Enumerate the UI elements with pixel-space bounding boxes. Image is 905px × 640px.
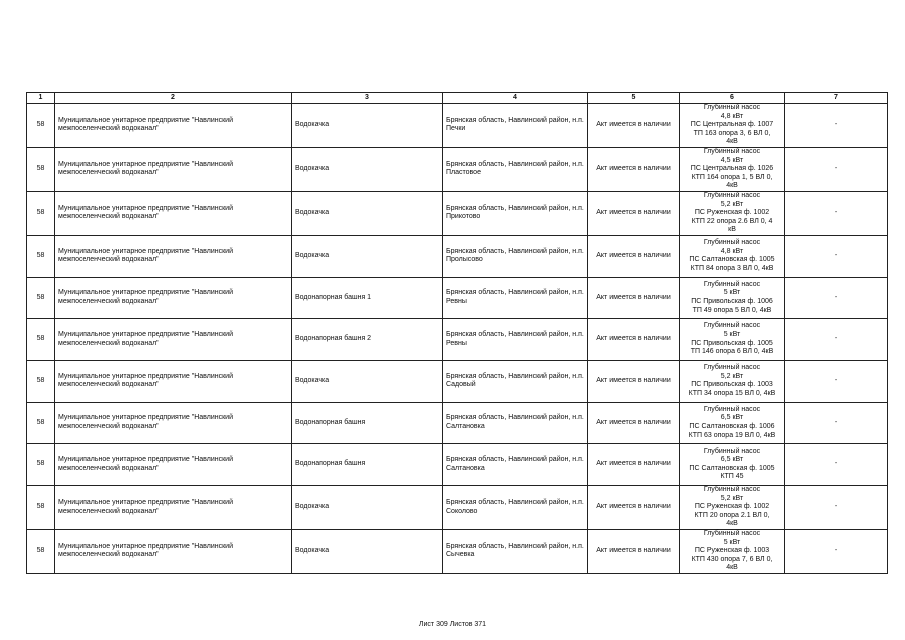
equipment-line: ПС Привольская ф. 1005 xyxy=(691,339,773,347)
row-number: 58 xyxy=(27,191,55,235)
act-status: Акт имеется в наличии xyxy=(588,486,680,530)
organization-name: Муниципальное унитарное предприятие "Навлинский межпоселенческий водоканал" xyxy=(55,235,292,277)
note: - xyxy=(785,235,888,277)
equipment-line: 4кВ xyxy=(726,182,738,190)
equipment-line: КТП 34 опора 15 ВЛ 0, 4кВ xyxy=(688,389,776,397)
row-number: 58 xyxy=(27,486,55,530)
equipment-line: ПС Салтановская ф. 1006 xyxy=(689,423,775,430)
header-col-5: 5 xyxy=(588,93,680,104)
equipment-info xyxy=(680,486,785,530)
object-address: Брянская область, Навлинский район, н.п. Соколово xyxy=(443,486,588,530)
equipment-line: 4кВ xyxy=(726,564,738,572)
act-status: Акт имеется в наличии xyxy=(588,530,680,574)
row-number: 58 xyxy=(27,104,55,148)
object-name: Водонапорная башня 2 xyxy=(292,319,443,361)
note: - xyxy=(785,191,888,235)
organization-name: Муниципальное унитарное предприятие "Навлинский межпоселенческий водоканал" xyxy=(55,444,292,486)
equipment-line: 5,2 кВт xyxy=(720,494,744,502)
equipment-line: 5,2 кВт xyxy=(720,200,744,208)
object-address: Брянская область, Навлинский район, н.п. Печки xyxy=(443,104,588,148)
header-col-6: 6 xyxy=(680,93,785,104)
row-number: 58 xyxy=(27,319,55,361)
table-row xyxy=(27,235,888,277)
equipment-line: ПС Руженская ф. 1002 xyxy=(694,503,770,511)
equipment-line: ТП 163 опора 3, 6 ВЛ 0, xyxy=(693,129,771,137)
note: - xyxy=(785,530,888,574)
equipment-info xyxy=(680,319,785,361)
organization-name: Муниципальное унитарное предприятие "Навлинский межпоселенческий водоканал" xyxy=(55,104,292,148)
object-address: Брянская область, Навлинский район, н.п. Пластовое xyxy=(443,147,588,191)
equipment-line: 5 кВт xyxy=(723,538,741,546)
equipment-info xyxy=(680,235,785,277)
equipment-line: Глубинный насос xyxy=(703,530,761,537)
row-number: 58 xyxy=(27,530,55,574)
row-number: 58 xyxy=(27,360,55,402)
object-name: Водокачка xyxy=(292,530,443,574)
table-row xyxy=(27,277,888,319)
equipment-info xyxy=(680,104,785,148)
equipment-line: 4кВ xyxy=(726,138,738,146)
object-name: Водонапорная башня 1 xyxy=(292,277,443,319)
act-status: Акт имеется в наличии xyxy=(588,191,680,235)
equipment-line: ПС Руженская ф. 1002 xyxy=(694,209,770,217)
equipment-line: 5 кВт xyxy=(723,289,741,297)
equipment-line: Глубинный насос xyxy=(703,280,761,288)
object-address: Брянская область, Навлинский район, н.п. Ревны xyxy=(443,277,588,319)
note: - xyxy=(785,402,888,444)
equipment-info xyxy=(680,191,785,235)
organization-name: Муниципальное унитарное предприятие "Навлинский межпоселенческий водоканал" xyxy=(55,147,292,191)
equipment-info xyxy=(680,444,785,486)
equipment-line: КТП 63 опора 19 ВЛ 0, 4кВ xyxy=(688,431,776,439)
equipment-line: КТП 45 xyxy=(720,473,744,481)
object-address: Брянская область, Навлинский район, н.п. Салтановка xyxy=(443,402,588,444)
equipment-line: 6,5 кВт xyxy=(720,456,744,464)
equipment-line: ПС Салтановская ф. 1005 xyxy=(689,464,775,472)
equipment-info xyxy=(680,530,785,574)
equipment-line: ПС Салтановская ф. 1005 xyxy=(689,256,775,264)
equipment-line: ТП 49 опора 5 ВЛ 0, 4кВ xyxy=(692,306,772,314)
object-name: Водокачка xyxy=(292,360,443,402)
table-row xyxy=(27,402,888,444)
header-col-1: 1 xyxy=(27,93,55,104)
table-row xyxy=(27,104,888,148)
note: - xyxy=(785,104,888,148)
equipment-line: 5,2 кВт xyxy=(720,372,744,380)
row-number: 58 xyxy=(27,277,55,319)
note: - xyxy=(785,360,888,402)
equipment-info xyxy=(680,147,785,191)
organization-name: Муниципальное унитарное предприятие "Навлинский межпоселенческий водоканал" xyxy=(55,530,292,574)
equipment-info xyxy=(680,360,785,402)
act-status: Акт имеется в наличии xyxy=(588,444,680,486)
equipment-line: Глубинный насос xyxy=(703,364,761,372)
note: - xyxy=(785,319,888,361)
organization-name: Муниципальное унитарное предприятие "Навлинский межпоселенческий водоканал" xyxy=(55,486,292,530)
note: - xyxy=(785,147,888,191)
act-status: Акт имеется в наличии xyxy=(588,402,680,444)
equipment-line: КТП 84 опора 3 ВЛ 0, 4кВ xyxy=(690,264,774,272)
equipment-line: КТП 20 опора 2.1 ВЛ 0, xyxy=(694,511,770,519)
object-name: Водокачка xyxy=(292,104,443,148)
header-row xyxy=(27,93,888,104)
act-status: Акт имеется в наличии xyxy=(588,104,680,148)
equipment-line: 4,8 кВт xyxy=(720,247,744,255)
equipment-line: ПС Привольская ф. 1006 xyxy=(691,297,773,305)
act-status: Акт имеется в наличии xyxy=(588,235,680,277)
note: - xyxy=(785,486,888,530)
equipment-line: Глубинный насос xyxy=(703,147,761,155)
page-footer: Лист 309 Листов 371 xyxy=(418,621,487,628)
equipment-info xyxy=(680,402,785,444)
equipment-line: КТП 430 опора 7, 6 ВЛ 0, xyxy=(691,555,773,563)
equipment-line: ПС Привольская ф. 1003 xyxy=(691,381,773,389)
note: - xyxy=(785,444,888,486)
object-name: Водокачка xyxy=(292,147,443,191)
table-row xyxy=(27,444,888,486)
organization-name: Муниципальное унитарное предприятие "Навлинский межпоселенческий водоканал" xyxy=(55,402,292,444)
organization-name: Муниципальное унитарное предприятие "Навлинский межпоселенческий водоканал" xyxy=(55,360,292,402)
equipment-line: 4кВ xyxy=(726,520,738,528)
equipment-line: Глубинный насос xyxy=(703,486,761,494)
object-address: Брянская область, Навлинский район, н.п. Прикотово xyxy=(443,191,588,235)
act-status: Акт имеется в наличии xyxy=(588,147,680,191)
equipment-line: ПС Руженская ф. 1003 xyxy=(694,547,770,555)
equipment-line: 4,5 кВт xyxy=(720,156,744,164)
table-row xyxy=(27,319,888,361)
equipment-line: Глубинный насос xyxy=(703,104,761,111)
header-col-2: 2 xyxy=(55,93,292,104)
header-col-4: 4 xyxy=(443,93,588,104)
equipment-line: ПС Центральная ф. 1026 xyxy=(690,165,774,173)
organization-name: Муниципальное унитарное предприятие "Навлинский межпоселенческий водоканал" xyxy=(55,191,292,235)
object-address: Брянская область, Навлинский район, н.п. Садовый xyxy=(443,360,588,402)
row-number: 58 xyxy=(27,402,55,444)
note: - xyxy=(785,277,888,319)
equipment-line: 4,8 кВт xyxy=(720,112,744,120)
equipment-line: 6,5 кВт xyxy=(720,414,744,422)
row-number: 58 xyxy=(27,147,55,191)
act-status: Акт имеется в наличии xyxy=(588,277,680,319)
equipment-line: КТП 164 опора 1, 5 ВЛ 0, xyxy=(691,173,773,181)
equipment-line: кВ xyxy=(728,226,736,234)
equipment-line: Глубинный насос xyxy=(703,322,761,330)
table-body xyxy=(27,104,888,574)
object-name: Водокачка xyxy=(292,486,443,530)
object-name: Водокачка xyxy=(292,191,443,235)
equipment-line: Глубинный насос xyxy=(703,191,761,199)
object-address: Брянская область, Навлинский район, н.п. Сычевка xyxy=(443,530,588,574)
organization-name: Муниципальное унитарное предприятие "Навлинский межпоселенческий водоканал" xyxy=(55,319,292,361)
table-row xyxy=(27,191,888,235)
object-name: Водонапорная башня xyxy=(292,444,443,486)
row-number: 58 xyxy=(27,235,55,277)
object-address: Брянская область, Навлинский район, н.п. Пролысово xyxy=(443,235,588,277)
equipment-line: Глубинный насос xyxy=(703,405,761,413)
equipment-line: Глубинный насос xyxy=(703,447,761,455)
equipment-line: ПС Центральная ф. 1007 xyxy=(690,121,774,129)
equipment-line: КТП 22 опора 2.6 ВЛ 0, 4 xyxy=(691,217,773,225)
object-name: Водонапорная башня xyxy=(292,402,443,444)
registry-table xyxy=(26,92,888,574)
equipment-line: 5 кВт xyxy=(723,331,741,339)
object-address: Брянская область, Навлинский район, н.п. Салтановка xyxy=(443,444,588,486)
equipment-info xyxy=(680,277,785,319)
header-col-3: 3 xyxy=(292,93,443,104)
act-status: Акт имеется в наличии xyxy=(588,319,680,361)
table-row xyxy=(27,486,888,530)
header-col-7: 7 xyxy=(785,93,888,104)
equipment-line: Глубинный насос xyxy=(703,239,761,247)
table-row xyxy=(27,360,888,402)
act-status: Акт имеется в наличии xyxy=(588,360,680,402)
table-row xyxy=(27,147,888,191)
object-address: Брянская область, Навлинский район, н.п. Ревны xyxy=(443,319,588,361)
table-row xyxy=(27,530,888,574)
organization-name: Муниципальное унитарное предприятие "Навлинский межпоселенческий водоканал" xyxy=(55,277,292,319)
row-number: 58 xyxy=(27,444,55,486)
equipment-line: ТП 146 опора 6 ВЛ 0, 4кВ xyxy=(690,348,774,356)
object-name: Водокачка xyxy=(292,235,443,277)
